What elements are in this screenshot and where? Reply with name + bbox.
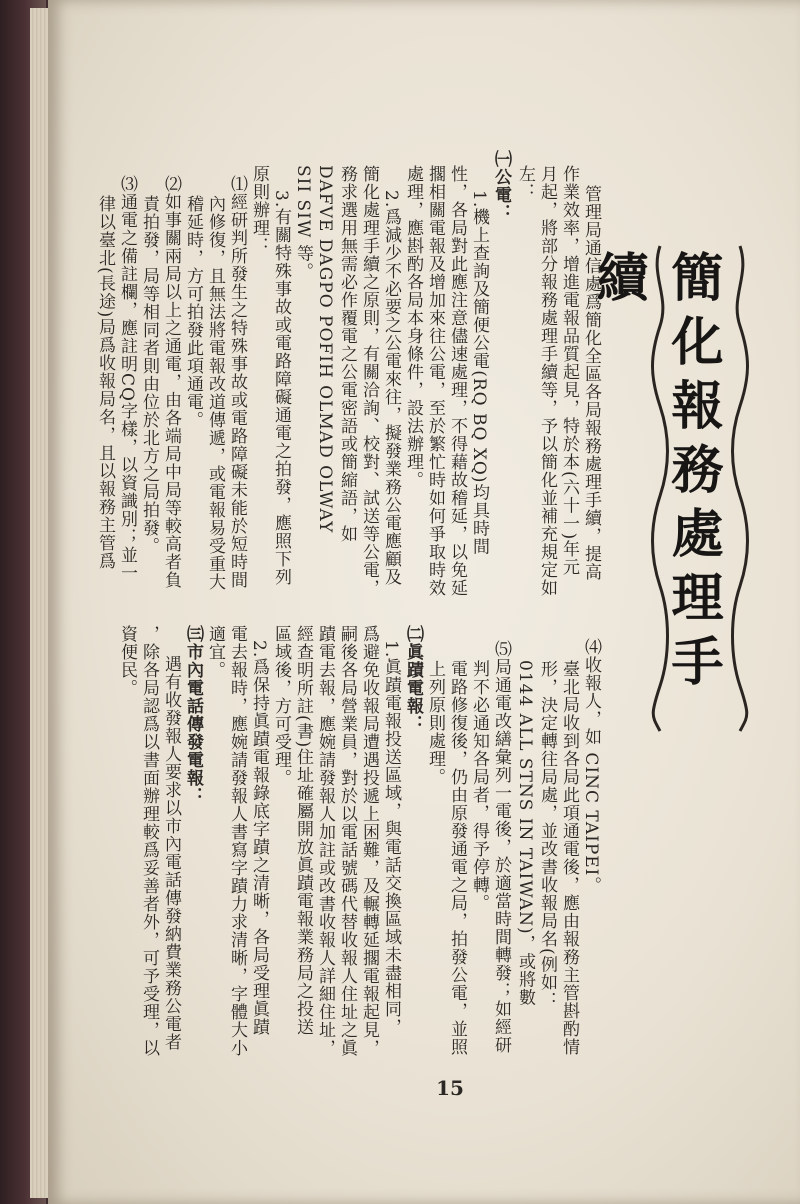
- text-column: 原則辦理：: [249, 165, 269, 255]
- text-column: ⑸局通電改繕彙列一電後，於適當時間轉發；如經研: [491, 640, 511, 1054]
- text-column: 嗣後各局營業員，對於以電話號碼代替收報人住址之眞: [337, 625, 357, 1057]
- text-column: 內修復，且無法將電報改道傳遞，或電報易受重大: [205, 195, 225, 591]
- text-column: ⑵如事關兩局以上之通電，由各端局中局等較高者負: [161, 175, 181, 589]
- text-column: 臺北局收到各局此項通電後，應由報務主管斟酌情: [559, 660, 579, 1056]
- text-column: 處理，應斟酌各局本身條件，設法辦理。: [403, 165, 423, 489]
- document-title: 簡化報務處理手續: [587, 250, 722, 698]
- text-column: 爲避免收報局遭遇投遞上困難，及輾轉延擱電報起見，: [359, 625, 379, 1057]
- text-column: 管理局通信處爲簡化全區各局報務處理手續，提高: [581, 185, 601, 581]
- text-column: ⑷收報人，如 CINC TAIPEI。: [581, 638, 601, 895]
- text-column: 月起，將部分報務處理手續等，予以簡化並補充規定如: [537, 165, 557, 597]
- text-column: ㈢市內電話傳發電報：: [183, 625, 203, 805]
- text-column: 性，各局對此應注意儘速處理，不得藉故稽延，以免延: [447, 165, 467, 597]
- text-column: DAFVE DAGPO POFIH OLMAD OLWAY: [315, 165, 335, 534]
- text-column: 2.爲保持眞蹟電報錄底字蹟之清晰，各局受理眞蹟: [249, 640, 269, 1037]
- text-column: 務求選用無需必作覆電之公電密語或簡縮語，如: [337, 165, 357, 543]
- text-column: 1.眞蹟電報投送區域，與電話交換區域未盡相同，: [381, 640, 401, 1037]
- text-column: 0144 ALL STNS IN TAIWAN)，或將數: [515, 660, 535, 1007]
- text-column: 資便民。: [117, 625, 137, 697]
- text-column: ㈠公電：: [491, 150, 511, 222]
- text-column: 責拍發，局等相同者則由位於北方之局拍發。: [139, 195, 159, 555]
- text-column: SII SIW 等。: [293, 165, 313, 281]
- text-column: 形，決定轉往局處，並改書收報局名(例如：: [537, 660, 557, 1010]
- text-column: ⑶通電之備註欄，應註明CQ字樣，以資識別；並一: [117, 175, 137, 582]
- text-column: 判不必通知各局者，得予停轉。: [469, 660, 489, 912]
- text-column: 作業效率，增進電報品質起見，特於本(六十一)年元: [559, 165, 579, 577]
- text-column: 左：: [515, 165, 535, 201]
- text-column: ⑴經研判所發生之特殊事故或電路障礙未能於短時間: [227, 175, 247, 589]
- text-column: 蹟電去報，應婉請發報人加註或改書收報人詳細住址，: [315, 625, 335, 1057]
- text-column: 經查明所註(書)住址確屬開放眞蹟電報業務局之投送: [293, 625, 313, 1037]
- text-column: 3.有關特殊事故或電路障礙通電之拍發，應照下列: [271, 190, 291, 587]
- text-column: 擱相關電報及增加來往公電，至於繁忙時如何爭取時效: [425, 165, 445, 597]
- text-column: 簡化處理手續之原則，有關洽詢、校對、試送等公電，: [359, 165, 379, 597]
- text-column: 遇有收發報人要求以市內電話傳發納費業務公電者: [161, 655, 181, 1051]
- page-number: 15: [436, 1076, 464, 1100]
- text-column: 電去報時，應婉請發報人書寫字蹟力求清晰，字體大小: [227, 625, 247, 1057]
- text-column: 適宜。: [205, 625, 225, 679]
- text-column: 1.機上查詢及簡便公電(RQ BQ XQ)均具時間: [469, 190, 489, 556]
- text-column: 上列原則處理。: [425, 660, 445, 786]
- text-column: 區域後，方可受理。: [271, 625, 291, 787]
- text-column: 律以臺北(長途)局爲收報局名，且以報務主管爲: [95, 195, 115, 571]
- text-column: 2.爲減少不必要之公電來往，擬發業務公電應顧及: [381, 190, 401, 587]
- text-column: 電路修復後，仍由原發通電之局，拍發公電，並照: [447, 660, 467, 1056]
- text-column: ，除各局認爲以書面辦理較爲妥善者外，可予受理，以: [139, 625, 159, 1057]
- text-column: 稽延時，方可拍發此項通電。: [183, 195, 203, 429]
- text-column: ㈡眞蹟電報：: [403, 625, 423, 733]
